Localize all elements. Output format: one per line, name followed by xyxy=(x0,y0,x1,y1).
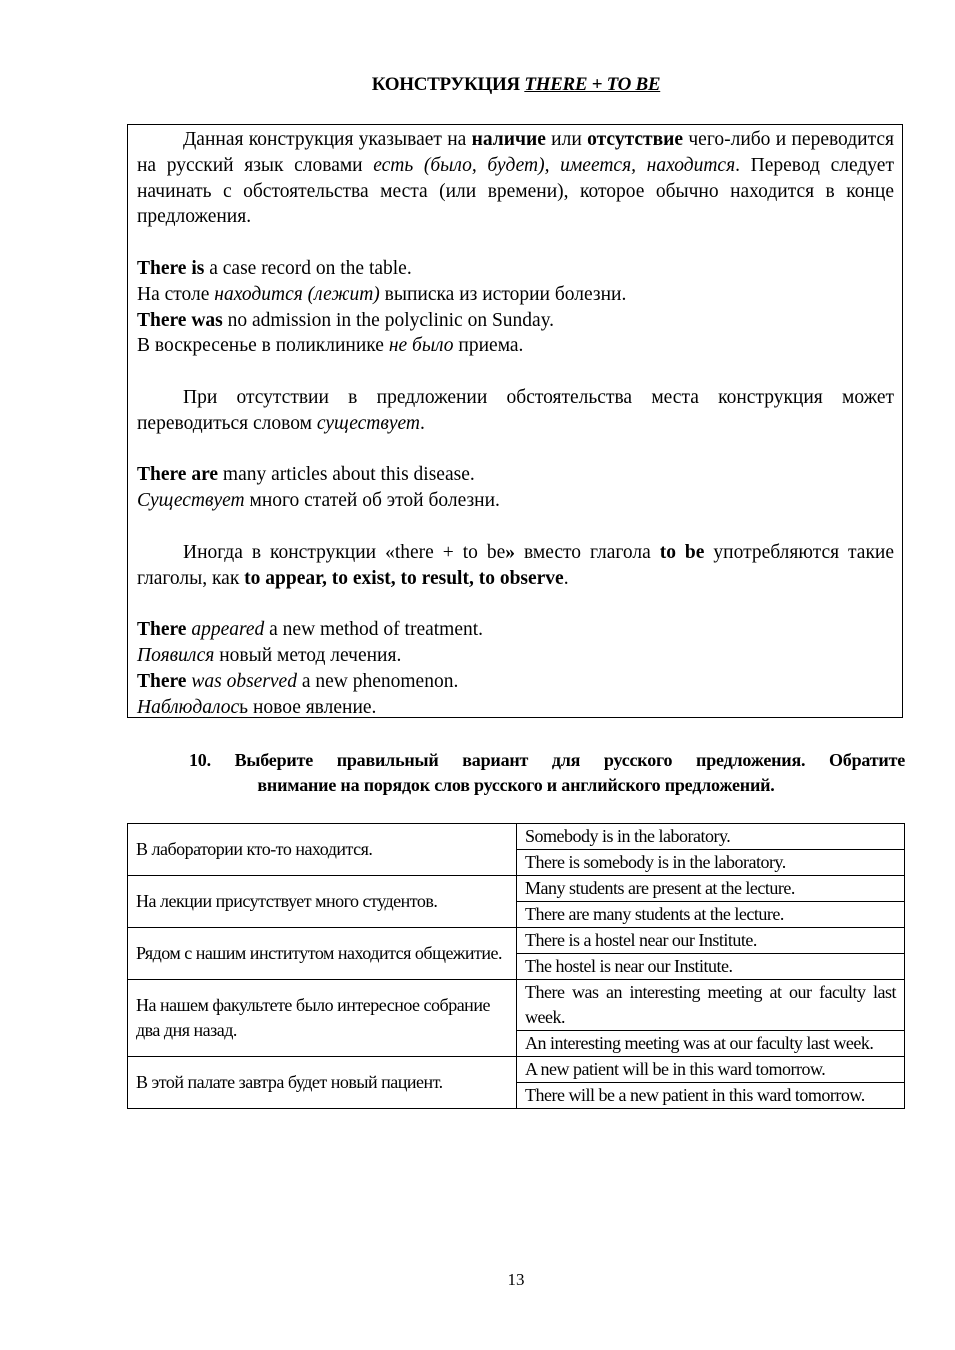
exercise-title xyxy=(127,748,905,798)
text: . xyxy=(419,412,425,434)
text: много статей об этой болезни. xyxy=(244,490,500,512)
example-2-translation xyxy=(137,333,894,359)
bold-text: to be xyxy=(659,541,705,563)
english-option[interactable]: The hostel is near our Institute. xyxy=(517,954,905,980)
bold-text: There xyxy=(137,670,187,692)
exercise-title-line-1: 10. Выберите правильный вариант для русского предложения. Обратите xyxy=(189,750,905,770)
table-row xyxy=(128,1057,905,1083)
italic-text: was observed xyxy=(186,670,297,692)
english-option[interactable]: There are many students at the lecture. xyxy=(517,902,905,928)
table-row xyxy=(128,980,905,1031)
table-row xyxy=(128,928,905,954)
english-option[interactable]: Many students are present at the lecture. xyxy=(517,876,905,902)
text: вместо глагола xyxy=(515,541,660,563)
italic-text: существует xyxy=(316,412,420,434)
text: Иногда в конструкции «there + to be xyxy=(183,541,506,563)
italic-text: Появился xyxy=(137,644,215,666)
text: чего-либо и переводится на русский язык словами xyxy=(137,129,894,176)
bold-text: There was xyxy=(137,309,223,331)
english-option[interactable]: There is a hostel near our Institute. xyxy=(517,928,905,954)
english-option[interactable]: There was an interesting meeting at our faculty last week. xyxy=(517,980,905,1031)
english-option[interactable]: Somebody is in the laboratory. xyxy=(517,824,905,850)
text: приема. xyxy=(453,335,524,357)
italic-text: appeared xyxy=(186,619,265,641)
italic-text: находится (лежит) xyxy=(214,283,380,305)
russian-sentence: В этой палате завтра будет новый пациент. xyxy=(128,1057,517,1109)
text: no admission in the polyclinic on Sunday. xyxy=(222,309,555,331)
text: выписка из истории болезни. xyxy=(379,283,627,305)
rule-box xyxy=(127,124,903,718)
example-4-translation xyxy=(137,643,894,669)
section-title-main: КОНСТРУКЦИЯ xyxy=(371,74,525,95)
text: употребляются такие глаголы, как xyxy=(137,541,895,589)
text: a new phenomenon. xyxy=(296,670,459,692)
text: . xyxy=(563,567,569,589)
section-title-formula: THERE + TO BE xyxy=(524,74,661,95)
italic-text: есть (было, будет), имеется, находится xyxy=(373,154,736,176)
page-number: 13 xyxy=(507,1270,525,1289)
section-title xyxy=(127,74,905,96)
russian-sentence: На нашем факультете было интересное собрание два дня назад. xyxy=(128,980,517,1057)
table-row xyxy=(128,824,905,850)
english-option[interactable]: An interesting meeting was at our faculty last week. xyxy=(517,1031,905,1057)
example-2 xyxy=(137,308,894,334)
italic-text: не было xyxy=(388,335,454,357)
example-4 xyxy=(137,617,894,643)
text: a new method of treatment. xyxy=(264,619,484,641)
text: На столе xyxy=(137,283,215,305)
example-3-translation xyxy=(137,488,894,514)
example-1-translation xyxy=(137,282,894,308)
english-option[interactable]: There is somebody is in the laboratory. xyxy=(517,850,905,876)
bold-text: There are xyxy=(137,464,219,486)
text: a case record on the table. xyxy=(204,257,412,279)
example-5 xyxy=(137,669,894,695)
text: новый метод лечения. xyxy=(214,644,402,666)
russian-sentence: На лекции присутствует много студентов. xyxy=(128,876,517,928)
text: Данная конструкция указывает на xyxy=(183,129,472,150)
english-option[interactable]: A new patient will be in this ward tomorrow. xyxy=(517,1057,905,1083)
english-option[interactable]: There will be a new patient in this ward tomorrow. xyxy=(517,1083,905,1109)
bold-text: to appear, to exist, to result, to observe xyxy=(244,567,564,589)
table-row xyxy=(128,876,905,902)
example-3 xyxy=(137,462,894,488)
italic-text: Существует xyxy=(137,490,245,512)
bold-text: наличие xyxy=(471,129,546,150)
russian-sentence: Рядом с нашим институтом находится общежитие. xyxy=(128,928,517,980)
text: many articles about this disease. xyxy=(218,464,475,486)
text: . Перевод следует начинать с обстоятельства места (или времени), которое обычно находится в конце предложения. xyxy=(137,154,894,228)
russian-sentence: В лаборатории кто-то находится. xyxy=(128,824,517,876)
rule-paragraph-1 xyxy=(137,127,894,230)
example-5-translation xyxy=(137,695,894,721)
bold-text: There is xyxy=(137,257,205,279)
bold-text: отсутствие xyxy=(587,129,684,150)
exercise-title-line-2: внимание на порядок слов русского и английского предложений. xyxy=(257,775,775,795)
text: или xyxy=(545,129,588,150)
exercise-table xyxy=(127,823,905,1109)
italic-text: Наблюдалос xyxy=(137,696,240,718)
bold-text: There xyxy=(137,619,187,641)
text: ь новое явление. xyxy=(239,696,377,718)
text: В воскресенье в поликлинике xyxy=(137,335,389,357)
example-1 xyxy=(137,256,894,282)
bold-text: » xyxy=(505,541,516,563)
text: При отсутствии в предложении обстоятельства места конструкция может переводиться словом xyxy=(137,386,894,434)
rule-paragraph-3 xyxy=(137,540,894,592)
rule-paragraph-2 xyxy=(137,385,894,437)
